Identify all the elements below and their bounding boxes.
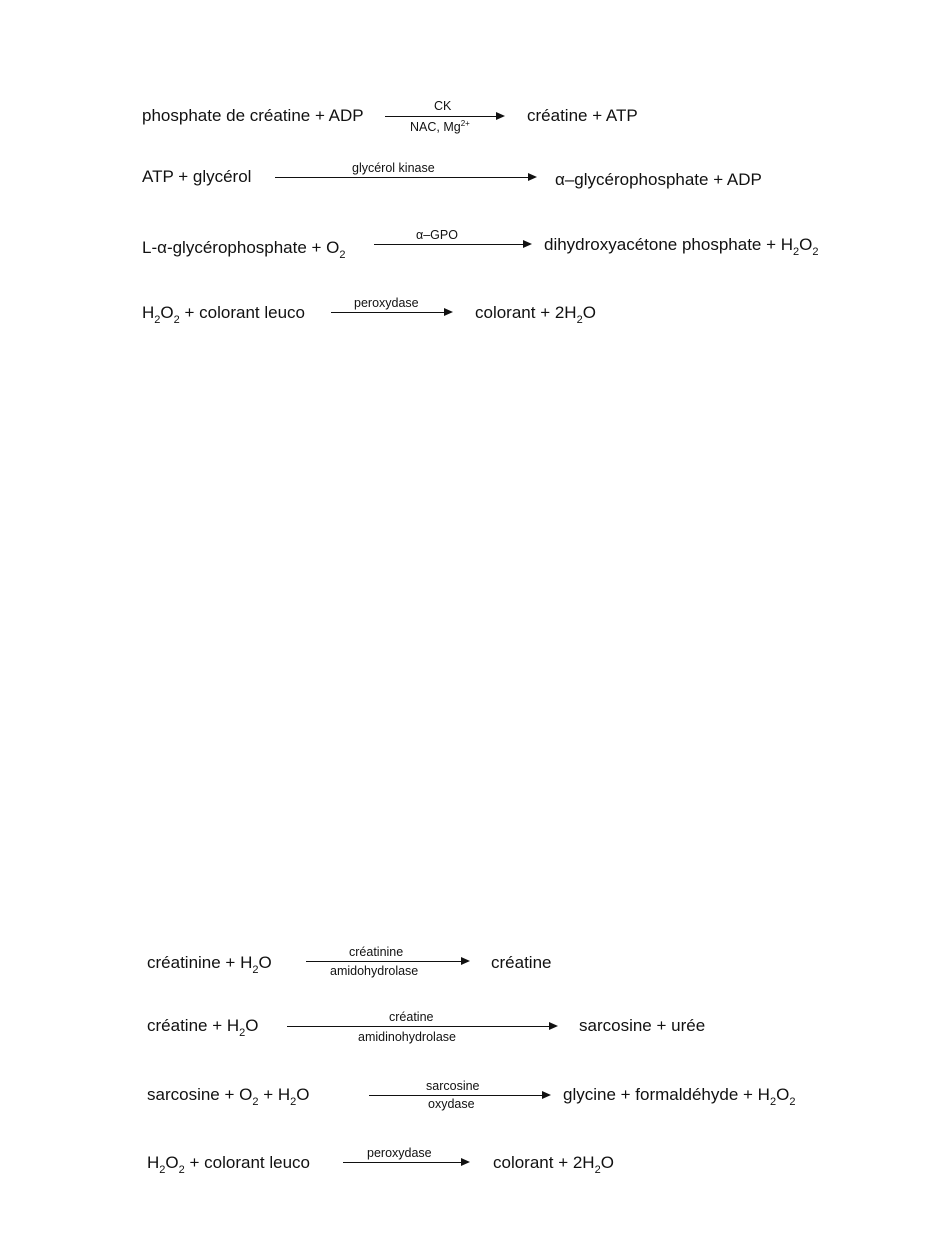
reactant-text: + colorant leuco <box>184 1153 310 1172</box>
product-text: glycine + formaldéhyde + H <box>563 1085 770 1104</box>
reactant-text: + H <box>258 1085 291 1104</box>
products: α–glycérophosphate + ADP <box>555 170 762 189</box>
subscript: 2 <box>154 314 161 326</box>
subscript: 2 <box>159 1164 166 1176</box>
reactants <box>147 1153 310 1176</box>
reactant-text: créatine + H <box>147 1016 240 1035</box>
subscript: 2 <box>252 1096 259 1108</box>
reactant-text: sarcosine + O <box>147 1085 253 1104</box>
reaction-arrow <box>374 244 530 245</box>
reaction-arrow <box>343 1162 468 1163</box>
reactant-text: H <box>142 303 155 322</box>
reactants: ATP + glycérol <box>142 167 252 186</box>
cofactor-text: NAC, Mg <box>410 120 461 134</box>
product-text: O <box>600 1153 614 1172</box>
reaction-arrow <box>287 1026 556 1027</box>
subscript: 2 <box>239 1027 246 1039</box>
products: créatine + ATP <box>527 106 638 125</box>
reactants <box>147 1016 259 1039</box>
products <box>475 303 596 326</box>
products: sarcosine + urée <box>579 1016 706 1035</box>
reactants <box>142 303 305 326</box>
enzyme-label-lower: amidinohydrolase <box>358 1030 456 1044</box>
reaction-arrow <box>385 116 503 117</box>
products <box>493 1153 614 1176</box>
subscript: 2 <box>789 1096 796 1108</box>
enzyme-label-lower: oxydase <box>428 1097 475 1111</box>
reactant-text: O <box>245 1016 259 1035</box>
cofactor-label <box>410 120 470 134</box>
product-text: O <box>776 1085 790 1104</box>
subscript: 2 <box>594 1164 601 1176</box>
enzyme-label: peroxydase <box>367 1146 432 1160</box>
reactant-text: O <box>296 1085 310 1104</box>
products <box>544 235 819 258</box>
products: créatine <box>491 953 552 972</box>
reactants <box>147 1085 310 1108</box>
reaction-arrow <box>331 312 451 313</box>
product-text: O <box>582 303 596 322</box>
reactant-text: créatinine + H <box>147 953 253 972</box>
reactants <box>147 953 272 976</box>
subscript: 2 <box>252 964 259 976</box>
subscript: 2 <box>769 1096 777 1108</box>
enzyme-label: peroxydase <box>354 296 419 310</box>
reaction-arrow <box>306 961 468 962</box>
enzyme-label: α–GPO <box>416 228 458 242</box>
reactant-text: O <box>165 1153 179 1172</box>
enzyme-label-lower: amidohydrolase <box>330 964 419 978</box>
enzyme-label: créatine <box>389 1010 434 1024</box>
subscript: 2 <box>290 1096 297 1108</box>
charge-superscript: 2+ <box>460 119 470 128</box>
subscript: 2 <box>178 1164 185 1176</box>
subscript: 2 <box>812 246 819 258</box>
enzyme-label: créatinine <box>349 945 404 959</box>
reactant-text: L-α-glycérophosphate + O <box>142 238 340 257</box>
enzyme-label: glycérol kinase <box>352 161 435 175</box>
reactant-text: + colorant leuco <box>179 303 305 322</box>
enzyme-label: CK <box>434 99 452 113</box>
product-text: colorant + 2H <box>475 303 577 322</box>
subscript: 2 <box>339 249 346 261</box>
product-text: O <box>799 235 813 254</box>
reactants: phosphate de créatine + ADP <box>142 106 364 125</box>
reaction-arrow <box>369 1095 549 1096</box>
reactant-text: H <box>147 1153 160 1172</box>
reactant-text: O <box>258 953 272 972</box>
subscript: 2 <box>576 314 583 326</box>
subscript: 2 <box>173 314 180 326</box>
product-text: dihydroxyacétone phosphate + H <box>544 235 794 254</box>
reactant-text: O <box>160 303 174 322</box>
products <box>563 1085 796 1108</box>
subscript: 2 <box>793 246 800 258</box>
enzyme-label: sarcosine <box>426 1079 480 1093</box>
product-text: colorant + 2H <box>493 1153 595 1172</box>
reactants <box>142 238 346 261</box>
reaction-arrow <box>275 177 535 178</box>
